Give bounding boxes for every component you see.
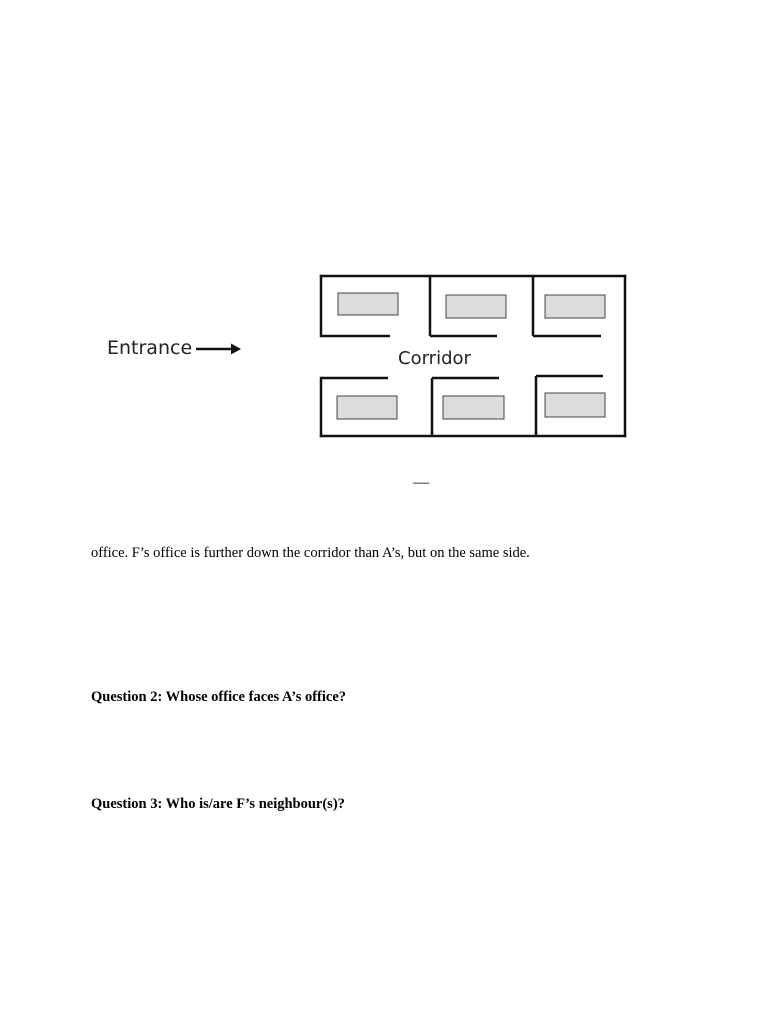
question-3: Question 3: Who is/are F’s neighbour(s)? [91, 796, 345, 812]
desk-bottom-3 [545, 393, 605, 417]
entrance-label: Entrance [107, 337, 193, 359]
desk-top-2 [446, 295, 506, 318]
desk-bottom-1 [337, 396, 397, 419]
question-2: Question 2: Whose office faces A’s office? [91, 689, 347, 705]
desk-top-1 [338, 293, 398, 315]
desk-bottom-2 [443, 396, 504, 419]
desk-top-3 [545, 295, 605, 318]
entrance-arrow-icon [196, 344, 241, 355]
corridor-label: Corridor [398, 348, 471, 369]
dash-mark: — [413, 474, 429, 491]
passage-text: office. F’s office is further down the corridor than A’s, but on the same side. [91, 545, 530, 561]
